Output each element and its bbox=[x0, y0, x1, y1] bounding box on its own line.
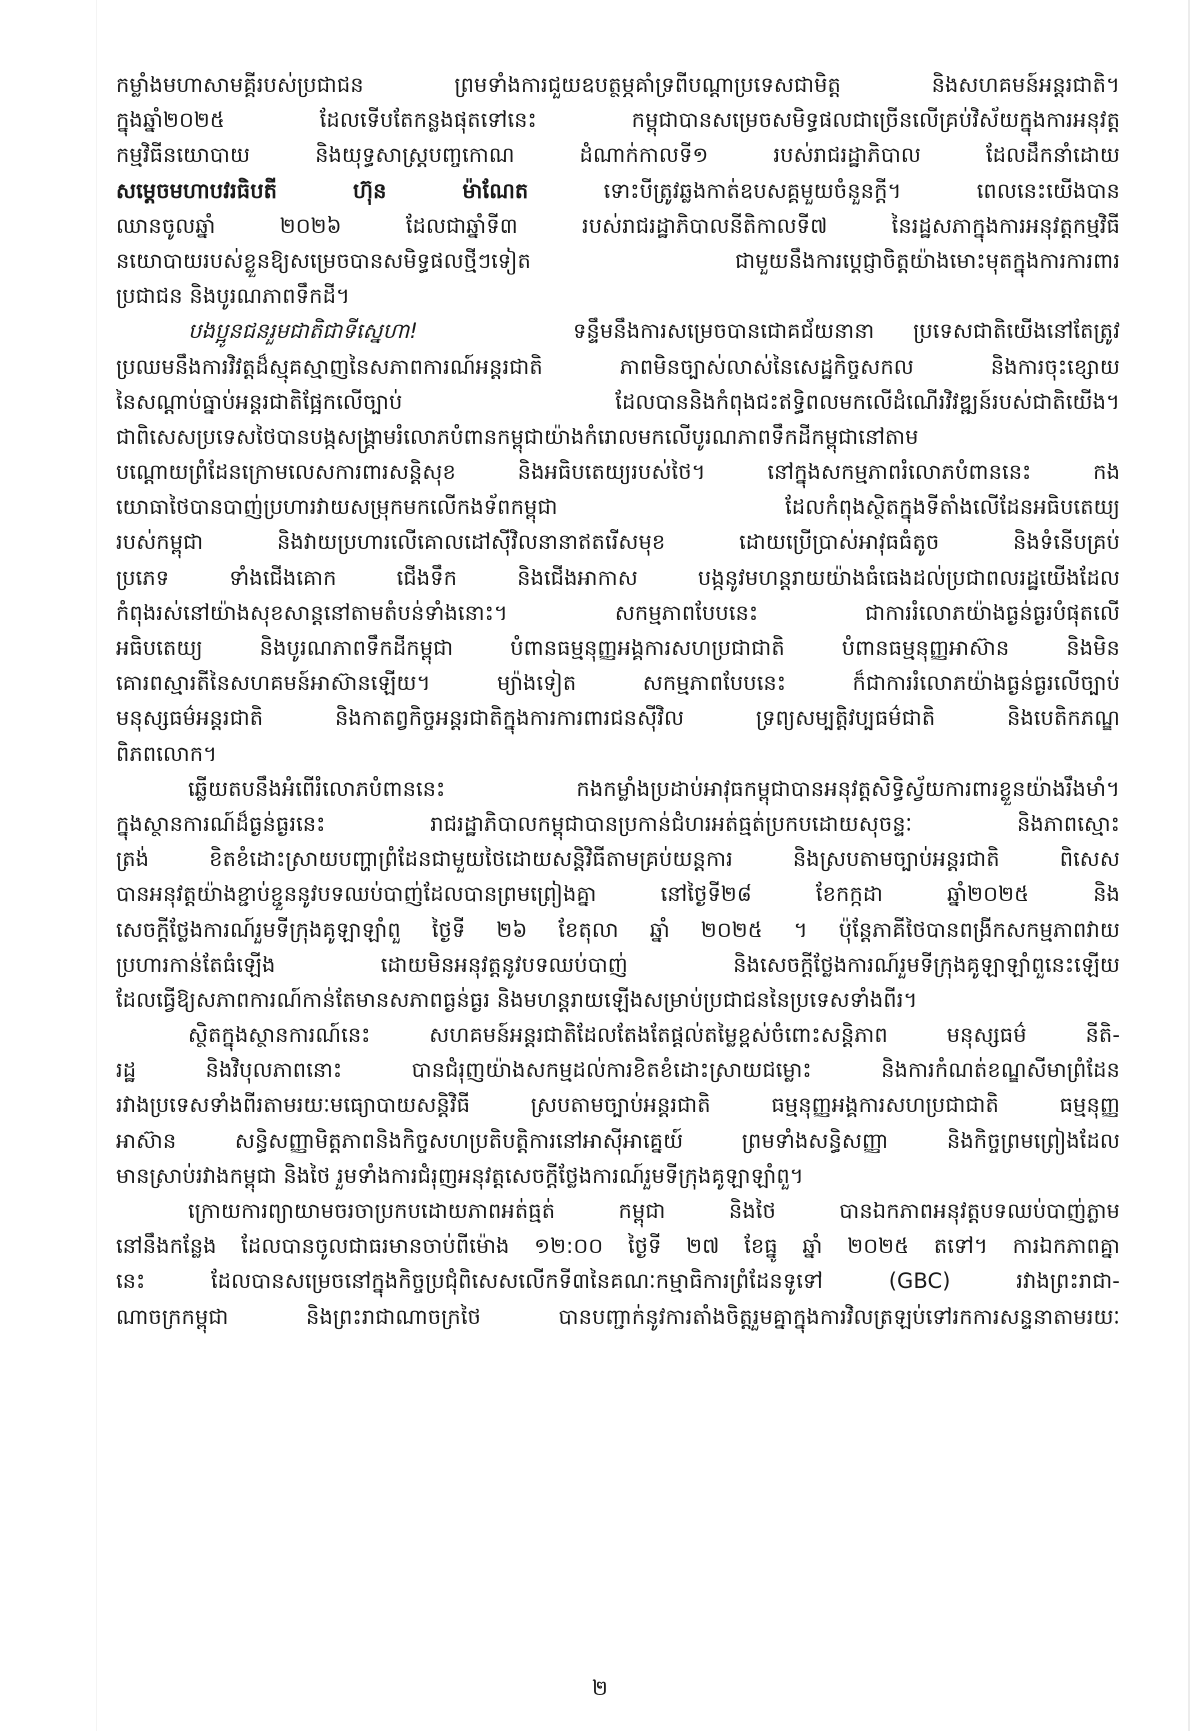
text-line: ក្នុងឆ្នាំ២០២៥ ដែលទើបតែកន្លងផុតទៅនេះ កម្ពុជាបានសម្រេចសមិទ្ធផលជាច្រើនលើគ្រប់វិស័យក្នុងការអនុវត្ត bbox=[116, 108, 1120, 133]
page-edge-right bbox=[1188, 0, 1190, 1731]
text-line: កម្លាំងមហាសាមគ្គីរបស់ប្រជាជន ព្រមទាំងការជួយឧបត្ថម្ភគាំទ្រពីបណ្ដាប្រទេសជាមិត្ត និងសហគមន៍អន្តរជាតិ។ bbox=[116, 73, 1120, 97]
text-line: ក្រោយការព្យាយាមចរចាប្រកបដោយភាពអត់ធ្មត់ កម្ពុជា និងថៃ បានឯកភាពអនុវត្តបទឈប់បាញ់ភ្លាម bbox=[188, 1199, 1120, 1223]
text-line: អធិបតេយ្យ និងបូរណភាពទឹកដីកម្ពុជា បំពានធម្មនុញ្ញអង្គការសហប្រជាជាតិ បំពានធម្មនុញ្ញអាស៊ាន និងមិន bbox=[116, 636, 1120, 660]
text-line: ពិភពលោក។ bbox=[116, 741, 218, 766]
text-line: បានអនុវត្តយ៉ាងខ្ជាប់ខ្ជួននូវបទឈប់បាញ់ដែលបានព្រមព្រៀងគ្នា នៅថ្ងៃទី២៨ ខែកក្កដា ឆ្នាំ២០២៥ និង bbox=[116, 882, 1120, 907]
text-line: ឈានចូលឆ្នាំ ២០២៦ ដែលជាឆ្នាំទី៣ របស់រាជរដ្ឋាភិបាលនីតិកាលទី៧ នៃរដ្ឋសភាក្នុងការអនុវត្តកម្មវិធី bbox=[116, 213, 1120, 238]
text-line-with-bold-name bbox=[116, 174, 1120, 209]
text-line: មានស្រាប់រវាងកម្ពុជា និងថៃ រួមទាំងការជំរុញអនុវត្តសេចក្ដីថ្លែងការណ៍រួមទីក្រុងគូឡាឡាំពួ។ bbox=[116, 1163, 804, 1188]
text-line: ដែលធ្វើឱ្យសភាពការណ៍កាន់តែមានសភាពធ្ងន់ធ្ងរ និងមហន្តរាយឡើងសម្រាប់ប្រជាជននៃប្រទេសទាំងពីរ។ bbox=[116, 987, 918, 1012]
paragraph-2 bbox=[116, 314, 1120, 771]
text-line: ត្រង់ ខិតខំដោះស្រាយបញ្ហាព្រំដែនជាមួយថៃដោយសន្តិវិធីតាមគ្រប់យន្តការ និងស្របតាមច្បាប់អន្តរជាតិ ពិសេស bbox=[116, 847, 1120, 872]
text-line: រវាងប្រទេសទាំងពីរតាមរយៈមធ្យោបាយសន្តិវិធី ស្របតាមច្បាប់អន្តរជាតិ ធម្មនុញ្ញអង្គការសហប្រជាជាតិ ធម្មនុញ្ញ bbox=[116, 1093, 1120, 1118]
text-line: ប្រភេទ ទាំងជើងគោក ជើងទឹក និងជើងអាកាស បង្កនូវមហន្តរាយយ៉ាងធំធេងដល់ប្រជាពលរដ្ឋយើងដែល bbox=[116, 565, 1120, 590]
paragraph-1 bbox=[116, 68, 1120, 314]
paragraph-4 bbox=[116, 1018, 1120, 1194]
page-edge-left bbox=[96, 0, 97, 1731]
text-line: យោធាថៃបានបាញ់ប្រហារវាយសម្រុកមកលើកងទ័ពកម្ពុជា ដែលកំពុងស្ថិតក្នុងទីតាំងលើដែនអធិបតេយ្យ bbox=[116, 495, 1120, 520]
text-line: អាស៊ាន សន្ធិសញ្ញាមិត្តភាពនិងកិច្ចសហប្រតិបត្តិការនៅអាស៊ីអាគ្នេយ៍ ព្រមទាំងសន្ធិសញ្ញា និងកិច្ចព្រមព្រៀងដែល bbox=[116, 1128, 1120, 1153]
text-line: នៅនឹងកន្លែង ដែលបានចូលជាធរមានចាប់ពីម៉ោង ១២:០០ ថ្ងៃទី ២៧ ខែធ្នូ ឆ្នាំ ២០២៥ តទៅ។ ការឯកភាពគ្នា bbox=[116, 1234, 1120, 1259]
text-line: រដ្ឋ និងវិបុលភាពនោះ បានជំរុញយ៉ាងសកម្មដល់ការខិតខំដោះស្រាយជម្លោះ និងការកំណត់ខណ្ឌសីមាព្រំដែន bbox=[116, 1058, 1120, 1083]
leader-name: សម្ដេចមហាបវរធិបតី ហ៊ុន ម៉ាណែត bbox=[116, 178, 529, 203]
paragraph-3 bbox=[116, 772, 1120, 1018]
text-line-with-salutation bbox=[116, 314, 1120, 349]
text-span: ទោះបីត្រូវឆ្លងកាត់ឧបសគ្គមួយចំនួនក្ដី។ ពេលនេះយើងបាន bbox=[528, 178, 1120, 203]
text-span: ទន្ទឹមនឹងការសម្រេចបានជោគជ័យនានា ប្រទេសជាតិយើងនៅតែត្រូវ bbox=[573, 319, 1120, 344]
page-number: ២ bbox=[592, 1676, 608, 1700]
text-line: នយោបាយរបស់ខ្លួនឱ្យសម្រេចបានសមិទ្ធផលថ្មីៗទៀត ជាមួយនឹងការប្ដេជ្ញាចិត្តយ៉ាងមោះមុតក្នុងការការពារ bbox=[116, 248, 1120, 273]
text-line: កម្មវិធីនយោបាយ និងយុទ្ធសាស្ត្របញ្ចកោណ ដំណាក់កាលទី១ របស់រាជរដ្ឋាភិបាល ដែលដឹកនាំដោយ bbox=[116, 143, 1120, 168]
text-line: ប្រហារកាន់តែធំឡើង ដោយមិនអនុវត្តនូវបទឈប់បាញ់ និងសេចក្ដីថ្លែងការណ៍រួមទីក្រុងគូឡាឡាំពួនេះឡើយ bbox=[116, 952, 1120, 977]
text-line: ប្រជាជន និងបូរណភាពទឹកដី។ bbox=[116, 284, 350, 309]
text-line: ណាចក្រកម្ពុជា និងព្រះរាជាណាចក្រថៃ បានបញ្ជាក់នូវការតាំងចិត្តរួមគ្នាក្នុងការវិលត្រឡប់ទៅរកការសន្ទនាតាមរយៈ bbox=[116, 1304, 1120, 1329]
text-line: កំពុងរស់នៅយ៉ាងសុខសាន្តនៅតាមតំបន់ទាំងនោះ។ សកម្មភាពបែបនេះ ជាការរំលោភយ៉ាងធ្ងន់ធ្ងរបំផុតលើ bbox=[116, 600, 1120, 625]
text-line: ជាពិសេសប្រទេសថៃបានបង្កសង្គ្រាមរំលោភបំពានកម្ពុជាយ៉ាងកំរោលមកលើបូរណភាពទឹកដីកម្ពុជានៅតាម bbox=[116, 424, 919, 449]
text-line: គោរពស្មារតីនៃសហគមន៍អាស៊ានឡើយ។ ម្យ៉ាងទៀត សកម្មភាពបែបនេះ ក៏ជាការរំលោភយ៉ាងធ្ងន់ធ្ងរលើច្បាប់ bbox=[116, 671, 1120, 696]
text-line: ស្ថិតក្នុងស្ថានការណ៍នេះ សហគមន៍អន្តរជាតិដែលតែងតែផ្ដល់តម្លៃខ្ពស់ចំពោះសន្តិភាព មនុស្សធម៌ នីតិ- bbox=[188, 1023, 1120, 1048]
text-line: នៃសណ្ដាប់ធ្នាប់អន្តរជាតិផ្អែកលើច្បាប់ ដែលបាននិងកំពុងជះឥទ្ធិពលមកលើដំណើរវិវឌ្ឍន៍របស់ជាតិយើង។ bbox=[116, 389, 1120, 414]
text-line: សេចក្ដីថ្លែងការណ៍រួមទីក្រុងគូឡាឡាំពួ ថ្ងៃទី ២៦ ខែតុលា ឆ្នាំ ២០២៥ ។ ប៉ុន្តែភាគីថៃបានពង្រីកសកម្មភាពវាយ bbox=[116, 917, 1120, 942]
text-line: ប្រឈមនឹងការវិវត្តដ៏ស្មុគស្មាញនៃសភាពការណ៍អន្តរជាតិ ភាពមិនច្បាស់លាស់នៃសេដ្ឋកិច្ចសកល និងការចុះខ្សោយ bbox=[116, 354, 1120, 379]
text-line: របស់កម្ពុជា និងវាយប្រហារលើគោលដៅស៊ីវិលនានាឥតរើសមុខ ដោយប្រើប្រាស់អាវុធធំតូច និងទំនើបគ្រប់ bbox=[116, 530, 1120, 555]
text-line: នេះ ដែលបានសម្រេចនៅក្នុងកិច្ចប្រជុំពិសេសលើកទី៣នៃគណៈកម្មាធិការព្រំដែនទូទៅ (GBC) រវាងព្រះរាជា- bbox=[116, 1269, 1120, 1294]
text-line: ក្នុងស្ថានការណ៍ដ៏ធ្ងន់ធ្ងរនេះ រាជរដ្ឋាភិបាលកម្ពុជាបានប្រកាន់ជំហរអត់ធ្មត់ប្រកបដោយសុចន្ទៈ និងភាពស្មោះ bbox=[116, 811, 1120, 836]
paragraph-5 bbox=[116, 1194, 1120, 1335]
document-body bbox=[116, 68, 1120, 1335]
text-line: មនុស្សធម៌អន្តរជាតិ និងកាតព្វកិច្ចអន្តរជាតិក្នុងការការពារជនស៊ីវិល ទ្រព្យសម្បត្តិវប្បធម៌ជាតិ និងបេតិកភណ្ឌ bbox=[116, 706, 1120, 731]
text-line: បណ្ដោយព្រំដែនក្រោមលេសការពារសន្តិសុខ និងអធិបតេយ្យរបស់ថៃ។ នៅក្នុងសកម្មភាពរំលោភបំពាននេះ កង bbox=[116, 460, 1120, 485]
text-line: ឆ្លើយតបនឹងអំពើរំលោភបំពាននេះ កងកម្លាំងប្រដាប់អាវុធកម្ពុជាបានអនុវត្តសិទ្ធិស្វ័យការពារខ្លួនយ៉ាងរឹងមាំ។ bbox=[188, 776, 1120, 801]
salutation: បងប្អូនជនរួមជាតិជាទីស្នេហា! bbox=[188, 319, 418, 344]
